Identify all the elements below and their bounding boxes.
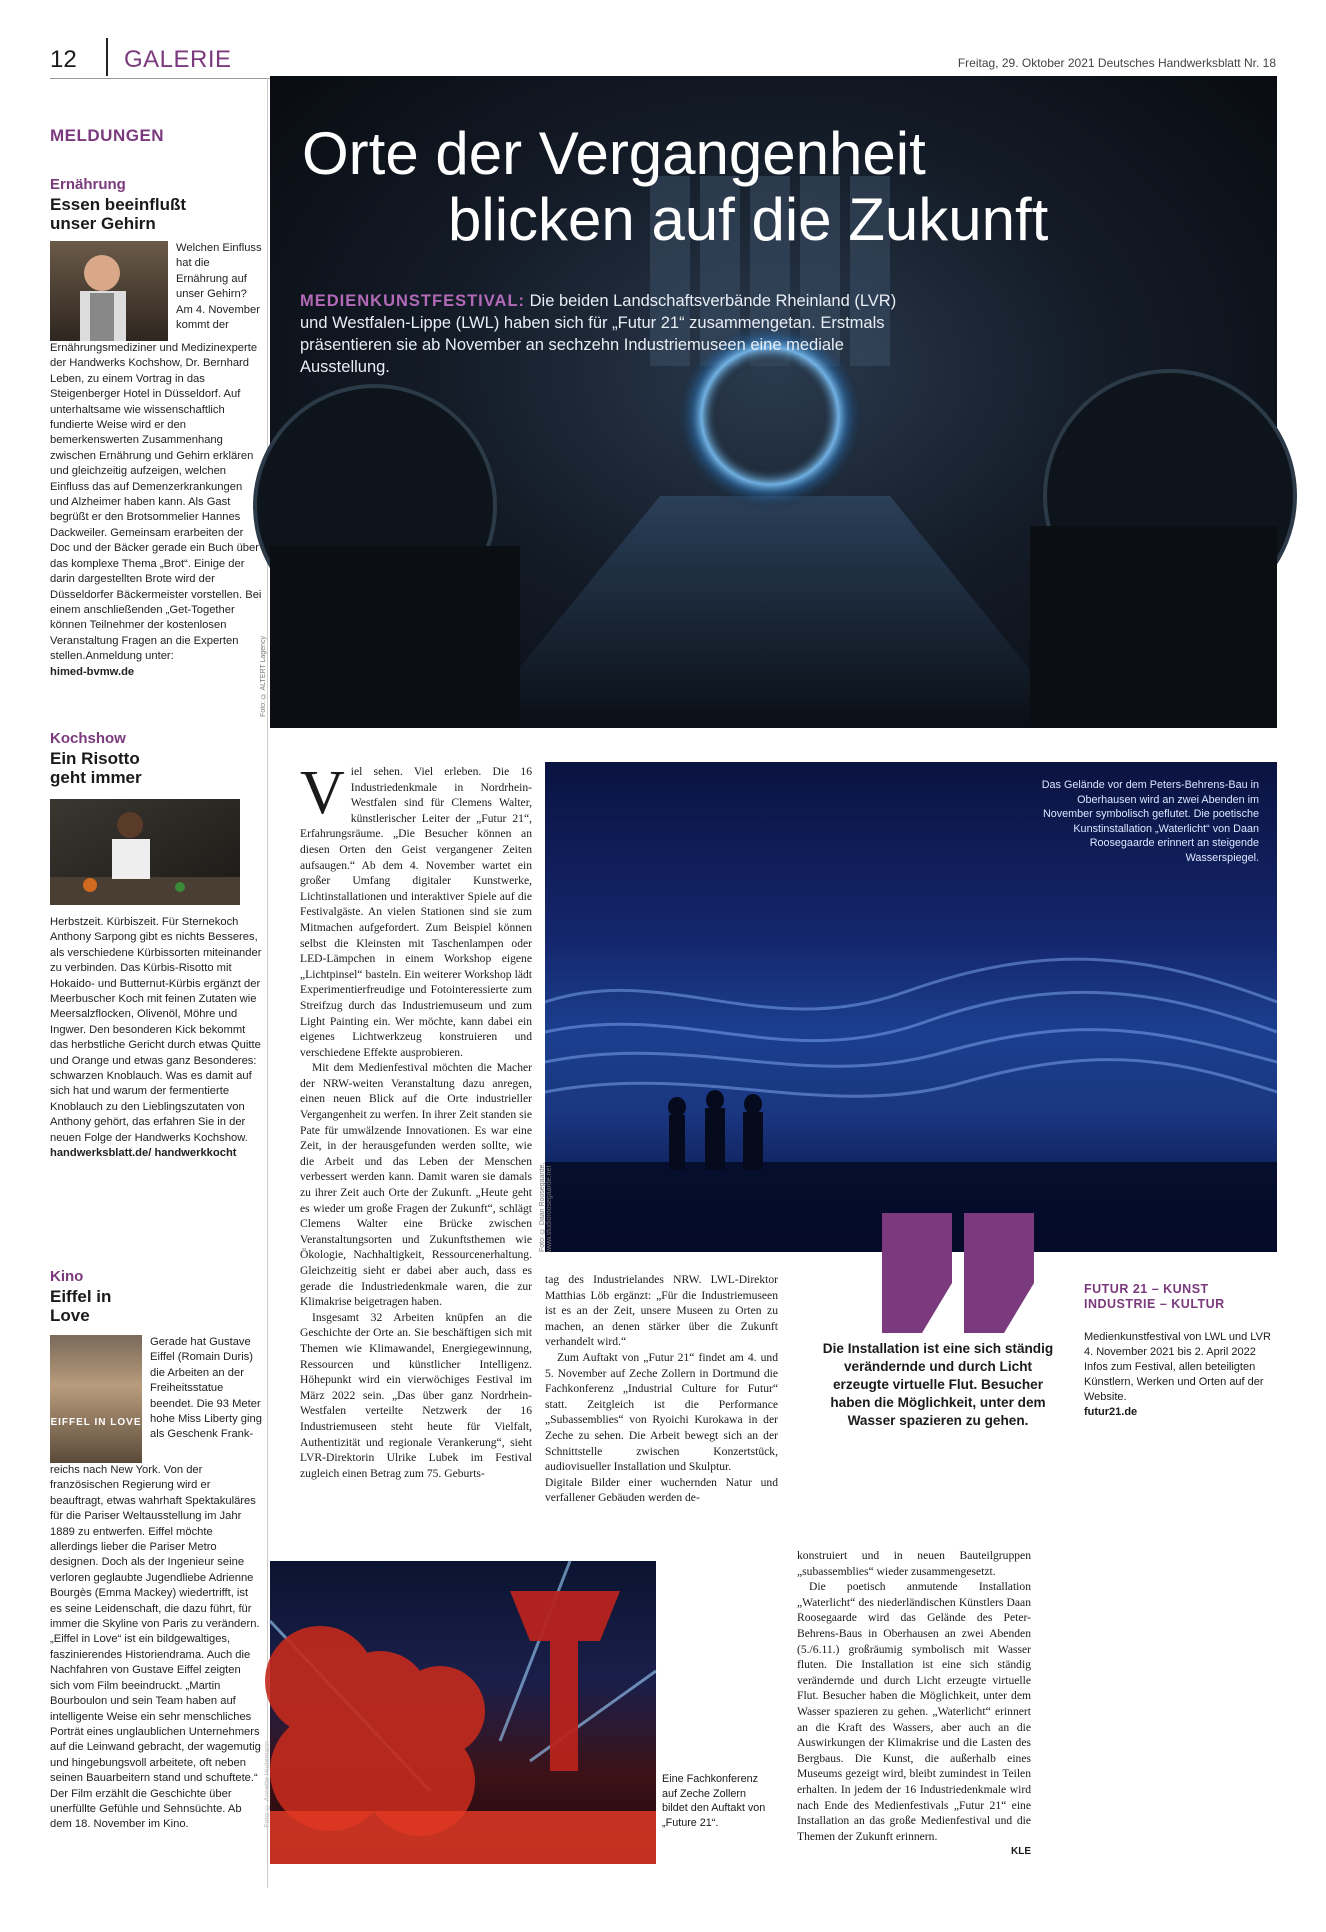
news-link[interactable]: handwerksblatt.de/ handwerkkocht	[50, 1147, 237, 1160]
news-title-line: Ein Risotto	[50, 749, 140, 768]
info-box-link[interactable]: futur21.de	[1084, 1406, 1138, 1418]
waterlicht-photo	[539, 762, 1277, 1252]
news-text: Herbstzeit. Kürbiszeit. Für Sternekoch Anthony Sarpong gibt es nichts Besseres, als verschiedene Kürbissorten miteinander zu verbinden. Das Kürbis-Risotto mit Hokaido- und Butternut-Kürbis ergänzt der Meerbuscher Koch mit feinen Zutaten wie Meersalzflocken, Olivenöl, Möhre und Ingwer. Den besonderen Kick bekommt das herbstliche Gericht durch etwas Quitte und Orange und etwas ganz Besonderes: schwarzen Knoblauch. Was es damit auf sich hat und warum der fermentierte Knoblauch zu den Lieblingszutaten von Anthony gehört, das erfahren Sie in der neuen Folge der Handwerks Kochshow.	[50, 916, 262, 1144]
news-kicker: Ernährung	[50, 176, 126, 193]
header-divider	[106, 38, 108, 76]
article-column-1	[300, 759, 532, 1481]
article-paragraph: tag des Industrielandes NRW. LWL-Direktor Matthias Löb ergänzt: „Für die Industriemuseen ist es an der Zeit, unsere Museen zu Orten zu machen, an denen stärker über die Zukunft verhandelt wird.“	[545, 1273, 778, 1349]
info-box-text: Medienkunstfestival von LWL und LVR 4. November 2021 bis 2. April 2022 Infos zum Festival, allen beteiligten Künstlern, Werken und Orten auf der Website.	[1084, 1331, 1271, 1403]
photo-credit: Foto: © Annette Hudemann	[264, 1741, 271, 1828]
poster-title: EIFFEL IN LOVE	[50, 1417, 142, 1428]
hero-lead	[300, 290, 900, 378]
news-text: Welchen Einfluss hat die Ernährung auf unser Gehirn? Am 4. November kommt der	[176, 242, 262, 332]
news-text: Gerade hat Gustave Eiffel (Romain Duris) die Arbeiten an der Freiheitsstatue beendet. Die 93 Meter hohe Miss Liberty ging als Geschenk Frank-	[150, 1336, 262, 1441]
article-paragraph: Digitale Bilder einer wuchernden Natur und verfallener Gebäuden werden de-	[545, 1475, 778, 1505]
hero-title: Orte der Vergangenheit	[302, 120, 926, 187]
news-title	[50, 1287, 262, 1325]
section-title: GALERIE	[124, 46, 232, 73]
article-column-3	[797, 1548, 1031, 1860]
article-paragraph: Insgesamt 32 Arbeiten knüpfen an die Geschichte der Orte an. Sie beschäftigen sich mit Themen wie Klimawandel, Energiegewinnung, Ressourcen und künstlicher Intelligenz. Höhepunkt wird ein vierwöchiges Festival im März 2022 sein. „Das über ganz Nordrhein-Westfalen verteilte Netzwerk der 16 Industriemuseen steht heute für Vielfalt, Authentizität und regionale Verankerung“, sieht LVR-Direktorin Ulrike Lubek im Festival zugleich einen Betrag zum 75. Geburts-	[300, 1310, 532, 1480]
quote-icon	[832, 1213, 1042, 1333]
info-box	[1084, 1330, 1276, 1420]
zeche-zollern-photo	[264, 1561, 656, 1864]
news-item-cooking	[50, 730, 262, 1162]
sidebar	[50, 78, 262, 1898]
page-number: 12	[50, 46, 77, 73]
hero-lead-text: Die beiden Landschaftsverbände Rheinland (LVR) und Westfalen-Lippe (LWL) haben sich für „Futur 21“ zusammengetan. Erstmals präsentieren sie ab November an sechzehn Industriemuseen eine mediale Ausstellung.	[300, 292, 897, 376]
hero-title: blicken auf die Zukunft	[448, 186, 1049, 253]
news-kicker: Kochshow	[50, 730, 126, 747]
author-tag: KLE	[1011, 1846, 1031, 1858]
article-paragraph: Mit dem Medienfestival möchten die Macher der NRW-weiten Veranstaltung dazu anregen, einen neuen Blick auf die Orte industrieller Vergangenheit zu werfen. In ihrer Zeit standen sie Pate für umwälzende Innovationen. Es war eine Zeit, in der herausgefunden werden sollte, wie die Arbeit und das Leben der Menschen verbessert werden kann. Damit waren sie damals zu ihrer Zeit auch Orte der Zukunft. „Heute geht es wieder um große Fragen der Zukunft“, schlägt Clemens Walter eine Brücke zwischen Veranstaltungsorten und Zukunftsthemen wie Ökologie, Nachhaltigkeit, Ressourcenerhaltung. Gleichzeitig sieht er dabei aber auch, dass es gerade die Industriedenkmale waren, die zur Klimakrise beigetragen haben.	[300, 1061, 532, 1309]
article-paragraph: iel sehen. Viel erleben. Die 16 Industriedenkmale in Nordrhein-Westfalen sind für Clemens Walter, künstlerischer Leiter der „Futur 21“, Erfahrungsräume. „Die Besucher können an diesen Orten den Geist vergangener Zeiten aufsaugen.“ Ab dem 4. November wartet ein großer Umfang digitaler Kunstwerke, Lichtinstallationen und interaktiver Spiele auf die Festivalgäste. An vielen Stationen sind sie zum Mitmachen aufgefordert. Zum Beispiel können selbst die Kleinsten mit Taschenlampen oder LED-Lämpchen in einem Workshop eigene „Lichtpinsel“ basteln. Ein weiterer Workshop lädt Experimentierfreudige und Fotointeressierte zum Streifzug durch das Industriemuseum und zum Light Painting ein. Wer möchte, kann dabei ein eigenes Lichtwerkzeug konstruieren und verschiedene Effekte ausprobieren.	[300, 765, 532, 1059]
drop-cap: V	[300, 759, 345, 827]
info-box-title: FUTUR 21 – KUNST INDUSTRIE – KULTUR	[1084, 1282, 1225, 1311]
sidebar-divider	[267, 78, 268, 1888]
news-item-cinema	[50, 1268, 262, 1833]
news-title	[50, 749, 262, 787]
news-kicker: Kino	[50, 1268, 84, 1285]
sidebar-heading: MELDUNGEN	[50, 126, 165, 145]
news-title-line: Eiffel in	[50, 1287, 112, 1306]
news-title-line: Love	[50, 1306, 90, 1325]
chef-photo	[50, 241, 168, 341]
news-title-line: Essen beeinflußt	[50, 195, 187, 214]
article-paragraph: Die poetisch anmutende Installation „Waterlicht“ des niederländischen Künstlers Daan Roosegaarde wird das Gelände des Peter-Behrens-Baus in Oberhausen an zwei Abenden (5./6.11.) großräumig symbolisch mit Wasser fluten. Die Installation ist eine sich ständig verändernde und durch Licht erzeugte virtuelle Flut. Besucher haben die Möglichkeit, unter dem Wasser spazieren zu gehen. „Waterlicht“ erinnert an die Kraft des Wassers, aber auch an die Auswirkungen der Klimakrise und die Lasten des Bergbaus. Die Kunst, die außerhalb eines Museums gezeigt wird, bleibt zumindest in Teilen erhalten. In jedem der 16 Industriedenkmale wird nach Ende des Medienfestivals „Futur 21“ eine Installation an das große Medienfestival und die Themen der Zukunft erinnern.	[797, 1580, 1031, 1843]
news-link[interactable]: himed-bvmw.de	[50, 665, 135, 678]
article-paragraph: Zum Auftakt von „Futur 21“ findet am 4. und 5. November auf Zeche Zollern in Dortmund die Fachkonferenz „Industrial Culture for Futur“ statt. Zeitgleich ist die Performance „Subassemblies“ von Ryoichi Kurokawa in der Zeche zu sehen. Die Arbeit bewegt sich an der Schnittstelle zwischen Konzertstück, audiovisueller Installation und Skulptur.	[545, 1350, 778, 1474]
photo-caption: Eine Fachkonferenz auf Zeche Zollern bildet den Auftakt von „Future 21“.	[662, 1773, 766, 1829]
issue-info: Freitag, 29. Oktober 2021 Deutsches Handwerksblatt Nr. 18	[957, 56, 1276, 70]
zeche-zollern-scene	[270, 1561, 656, 1864]
hero-image	[260, 76, 1277, 728]
news-title-line: geht immer	[50, 768, 142, 787]
article-paragraph: konstruiert und in neuen Bauteilgruppen „subassemblies“ wieder zusammengesetzt.	[797, 1549, 1031, 1578]
hero-kicker: MEDIENKUNSTFESTIVAL:	[300, 292, 526, 310]
article-column-2	[545, 1272, 778, 1506]
news-text: Ernährungsmediziner und Medizinexperte der Handwerks Kochshow, Dr. Bernhard Leben, zu einem Vortrag in das Steigenberger Hotel in Düsseldorf. Auf unterhaltsame wie wissenschaftlich fundierte Weise wird er den bemerkenswerten Zusammenhang zwischen Ernährung und Gehirn erklären und gleichzeitig aufzeigen, welchen Einfluss das auf Demenzerkrankungen und Alzheimer haben kann. Als Gast begrüßt er den Brotsommelier Hannes Dackweiler. Gemeinsam erarbeiten der Doc und der Bäcker gerade ein Buch über das komplexe Thema „Brot“. Einige der darin dargestellten Brote wird der Düsseldorfer Bäckermeister vorstellen. Bei einem anschließenden „Get-Together können Teilnehmer der kostenlosen Veranstaltung Fragen an die Experten stellen.Anmeldung unter:	[50, 342, 262, 663]
news-title-line: unser Gehirn	[50, 214, 156, 233]
pull-quote: Die Installation ist eine sich ständig verändernde und durch Licht erzeugte virtuelle Flut. Besucher haben die Möglichkeit, unter dem Wasser spazieren zu gehen.	[822, 1341, 1054, 1428]
movie-poster	[50, 1335, 142, 1463]
photo-credit: Foto: © ALTERT Lagency	[260, 636, 267, 717]
news-text: reichs nach New York. Von der französischen Regierung wird er beauftragt, etwas wahrhaft Spektakuläres für die Pariser Weltausstellung im Jahr 1889 zu entwerfen. Eiffel möchte allerdings lieber die Pariser Metro designen. Doch als der Ingenieur seine verloren geglaubte Jugendliebe Adrienne Bourgès (Emma Mackey) wiedertrifft, ist es seine Leidenschaft, die dazu führt, für immer die Skyline von Paris zu verändern. „Eiffel in Love“ ist ein bildgewaltiges, faszinierendes Historiendrama. Auch die Nachfahren von Gustave Eiffel zeigten sich vom Film beeindruckt. „Martin Bourboulon und sein Team haben auf intelligente Weise ein sehr menschliches Porträt eines unglaublichen Unternehmers auf die Leinwand gebracht, der wagemutig und hingebungsvoll arbeitete, oft neben seinen Bauarbeitern stand und schuftete.“ Der Film erzählt die Geschichte über unerfüllte Gefühle und Sehnsüchte. Ab dem 18. November im Kino.	[50, 1464, 261, 1831]
photo-caption: Das Gelände vor dem Peters-Behrens-Bau in Oberhausen wird an zwei Abenden im November symbolisch geflutet. Die poetische Kunstinstallation „Waterlicht“ von Daan Roosegaarde erinnert an steigende Wasserspiegel.	[1041, 779, 1259, 864]
quote-mark	[832, 1213, 1042, 1338]
news-item-nutrition	[50, 176, 262, 680]
photo-credit: Foto: © Daan Roosegaarde, www.studioroosegaarde.net	[539, 1162, 553, 1252]
chef-kitchen-photo	[50, 799, 240, 905]
news-title	[50, 195, 262, 233]
